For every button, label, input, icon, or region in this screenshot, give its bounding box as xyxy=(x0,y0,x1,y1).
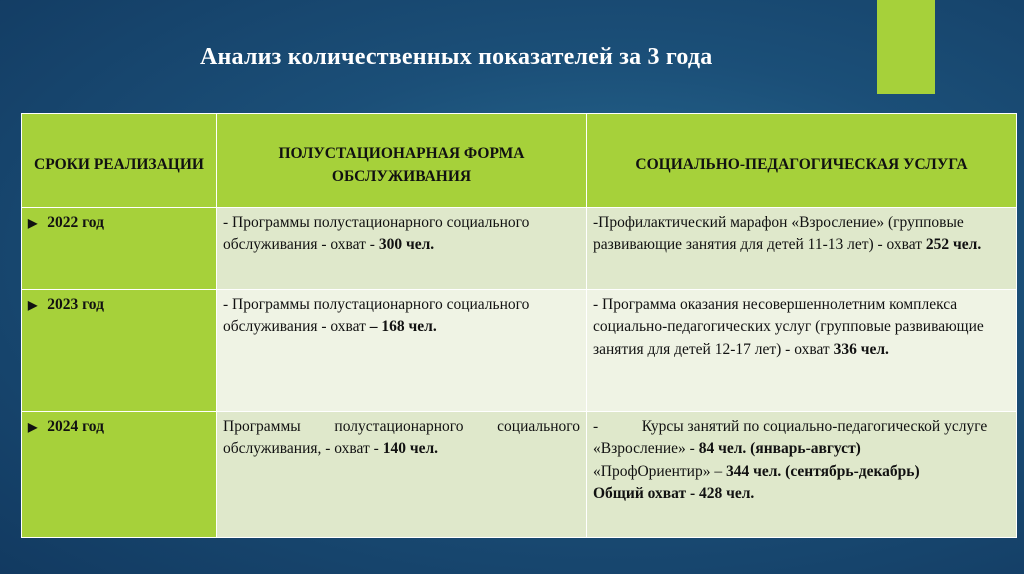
header-semi-stationary: ПОЛУСТАЦИОНАРНАЯ ФОРМА ОБСЛУЖИВАНИЯ xyxy=(217,114,587,208)
table-row xyxy=(22,208,1017,290)
header-period: СРОКИ РЕАЛИЗАЦИИ xyxy=(22,114,217,208)
course-line-proforientir xyxy=(593,461,1010,483)
year-label: 2024 год xyxy=(47,418,104,435)
table-header-row xyxy=(22,114,1017,208)
total-coverage: Общий охват - 428 чел. xyxy=(593,485,755,503)
semi-stationary-cell xyxy=(217,208,587,290)
course-name: «ПрофОриентир» – xyxy=(593,462,726,480)
cell-count: 300 чел. xyxy=(378,236,435,254)
social-pedagogical-cell xyxy=(587,412,1017,538)
cell-count: – 168 чел. xyxy=(369,318,437,336)
year-label: 2023 год xyxy=(47,296,104,313)
social-pedagogical-cell xyxy=(587,290,1017,412)
course-count: 344 чел. (сентябрь-декабрь) xyxy=(725,462,920,480)
year-cell xyxy=(22,208,217,290)
header-social-pedagogical: СОЦИАЛЬНО-ПЕДАГОГИЧЕСКАЯ УСЛУГА xyxy=(587,114,1017,208)
table-row xyxy=(22,412,1017,538)
course-line-vzroslenie xyxy=(593,438,1010,460)
semi-stationary-cell xyxy=(217,290,587,412)
triangle-bullet-icon: ▶ xyxy=(28,420,38,434)
cell-count: 140 чел. xyxy=(382,440,439,458)
list-item-text: Курсы занятий по социально-педагогической услуге xyxy=(641,418,988,435)
triangle-bullet-icon: ▶ xyxy=(28,298,38,312)
year-cell xyxy=(22,412,217,538)
data-table xyxy=(21,113,1017,538)
cell-count: 336 чел. xyxy=(833,340,889,358)
course-count: 84 чел. (январь-август) xyxy=(698,440,861,458)
accent-bar xyxy=(877,0,935,94)
cell-text: Программы полустационарного социального обслуживания, - охват - xyxy=(223,418,580,458)
year-label: 2022 год xyxy=(47,214,104,231)
list-item xyxy=(593,416,1010,438)
cell-count: 252 чел. xyxy=(925,236,982,254)
semi-stationary-cell xyxy=(217,412,587,538)
course-name: «Взросление» - xyxy=(593,440,699,458)
page-title: Анализ количественных показателей за 3 года xyxy=(200,44,713,70)
cell-text: - Программы полустационарного социального обслуживания - охват - xyxy=(223,214,530,254)
cell-text: - Программы полустационарного социального обслуживания - охват xyxy=(223,296,530,336)
cell-text: - Программа оказания несовершеннолетним комплекса социально-педагогических услуг (групповые развивающие занятия для детей 12-17 лет) - охват xyxy=(593,296,984,358)
year-cell xyxy=(22,290,217,412)
social-pedagogical-cell xyxy=(587,208,1017,290)
cell-text: -Профилактический марафон «Взросление» (групповые развивающие занятия для детей 11-13 лет) - охват xyxy=(593,214,964,254)
list-dash: - xyxy=(593,418,599,435)
triangle-bullet-icon: ▶ xyxy=(28,216,38,230)
table-row xyxy=(22,290,1017,412)
